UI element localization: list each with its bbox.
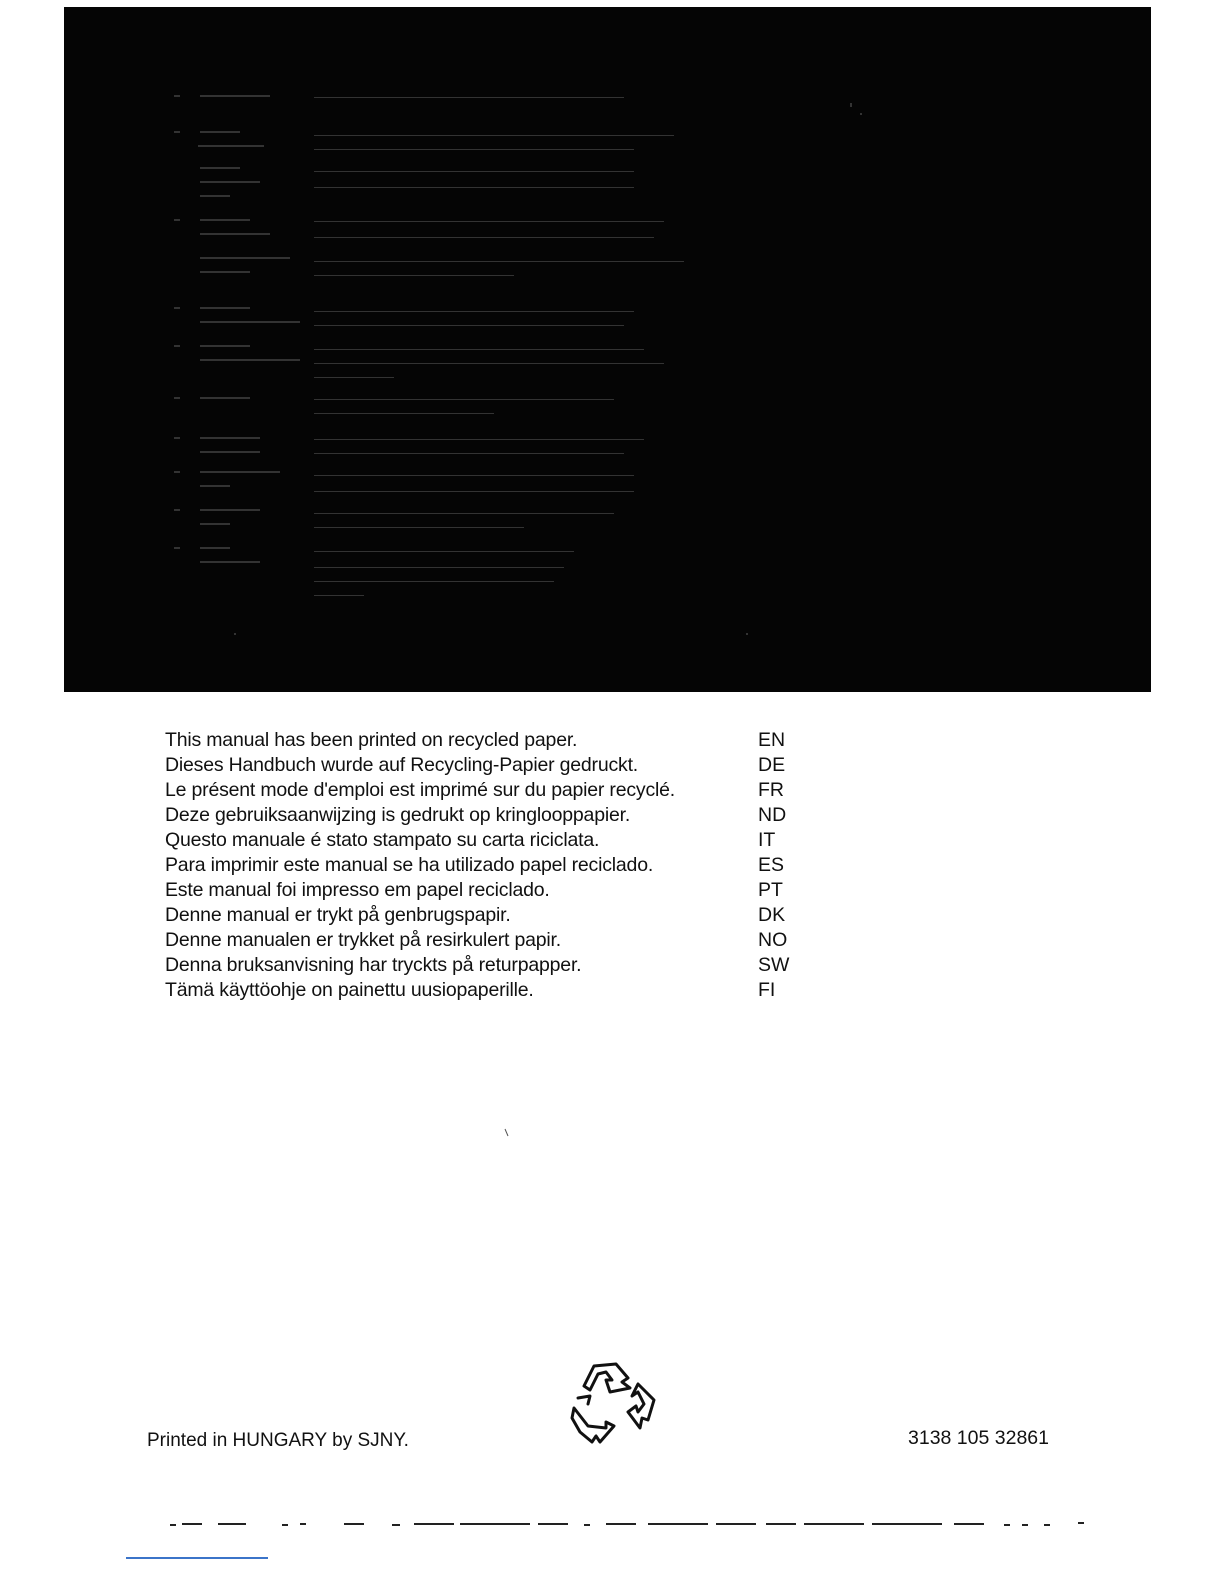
language-code: DK bbox=[758, 904, 786, 926]
language-code: SW bbox=[758, 954, 790, 976]
recycled-notice-row-it bbox=[165, 828, 805, 853]
language-code: ND bbox=[758, 804, 787, 826]
recycled-notice-text: Este manual foi impresso em papel reciclado. bbox=[165, 879, 550, 901]
recycled-paper-notice-list bbox=[165, 728, 805, 1003]
recycled-notice-row-no bbox=[165, 928, 805, 953]
part-number: 3138 105 32861 bbox=[908, 1427, 1049, 1449]
stray-mark bbox=[504, 1128, 510, 1138]
scan-edge-blue-line bbox=[126, 1557, 268, 1559]
recycled-notice-text: Questo manuale é stato stampato su carta riciclata. bbox=[165, 829, 600, 851]
recycled-notice-text: Dieses Handbuch wurde auf Recycling-Papier gedruckt. bbox=[165, 754, 639, 776]
language-code: DE bbox=[758, 754, 786, 776]
recycled-notice-row-en bbox=[165, 728, 805, 753]
recycled-notice-text: Denne manual er trykt på genbrugspapir. bbox=[165, 904, 511, 926]
printed-in-footer: Printed in HUNGARY by SJNY. bbox=[147, 1430, 409, 1451]
recycled-notice-text: Para imprimir este manual se ha utilizado papel reciclado. bbox=[165, 854, 654, 876]
panel-scan-noise bbox=[64, 7, 1151, 692]
recycled-notice-row-pt bbox=[165, 878, 805, 903]
language-code: FR bbox=[758, 779, 784, 801]
language-code: NO bbox=[758, 929, 788, 951]
recycled-notice-row-nd bbox=[165, 803, 805, 828]
language-code: IT bbox=[758, 829, 776, 851]
recycled-notice-row-sw bbox=[165, 953, 805, 978]
scan-artifact-line bbox=[160, 1517, 1100, 1531]
recycled-notice-row-fr bbox=[165, 778, 805, 803]
recycled-notice-row-es bbox=[165, 853, 805, 878]
recycled-notice-text: Denna bruksanvisning har tryckts på returpapper. bbox=[165, 954, 582, 976]
dark-scanned-panel bbox=[64, 7, 1151, 692]
recycled-notice-row-fi bbox=[165, 978, 805, 1003]
language-code: PT bbox=[758, 879, 783, 901]
language-code: ES bbox=[758, 854, 785, 876]
language-code: FI bbox=[758, 979, 776, 1001]
recycled-notice-text: This manual has been printed on recycled paper. bbox=[165, 729, 578, 751]
recycled-notice-text: Le présent mode d'emploi est imprimé sur du papier recyclé. bbox=[165, 779, 675, 801]
recycle-icon bbox=[566, 1358, 670, 1450]
language-code: EN bbox=[758, 729, 786, 751]
recycled-notice-row-de bbox=[165, 753, 805, 778]
recycled-notice-row-dk bbox=[165, 903, 805, 928]
recycled-notice-text: Denne manualen er trykket på resirkulert papir. bbox=[165, 929, 561, 951]
recycled-notice-text: Tämä käyttöohje on painettu uusiopaperille. bbox=[165, 979, 534, 1001]
recycled-notice-text: Deze gebruiksaanwijzing is gedrukt op kringlooppapier. bbox=[165, 804, 631, 826]
